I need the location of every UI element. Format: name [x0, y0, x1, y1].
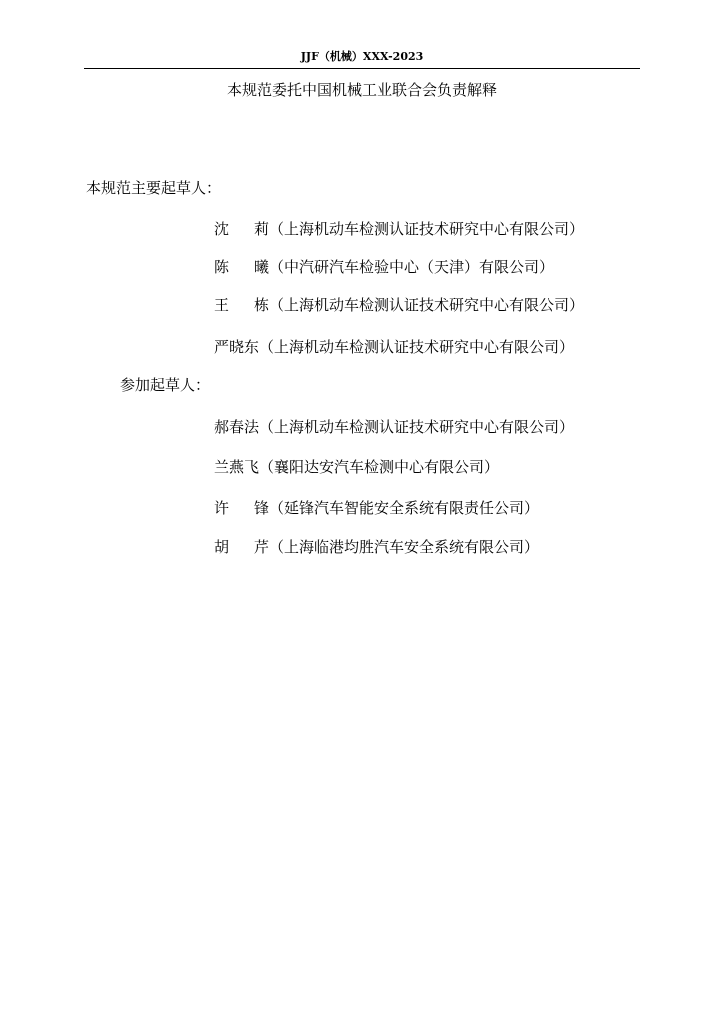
- main-drafters-heading: 本规范主要起草人：: [86, 179, 222, 197]
- drafter-name: 沈 莉: [214, 220, 269, 238]
- drafter-organization: （中汽研汽车检验中心（天津）有限公司）: [269, 258, 555, 276]
- participating-drafter-row: [214, 536, 539, 558]
- drafter-name: 陈 曦: [214, 258, 269, 276]
- participating-drafter-row: [214, 456, 499, 478]
- drafter-name: 严晓东: [214, 338, 260, 356]
- interpretation-statement: 本规范委托中国机械工业联合会负责解释: [226, 81, 497, 99]
- main-drafter-row: [214, 336, 574, 358]
- drafter-name: 胡 芹: [214, 538, 269, 556]
- page-header-code: JJF（机械）XXX-2023: [300, 50, 424, 63]
- drafter-name: 许 锋: [214, 499, 269, 517]
- drafter-name: 兰燕飞: [214, 458, 260, 476]
- drafter-organization: （上海机动车检测认证技术研究中心有限公司）: [259, 338, 575, 356]
- drafter-organization: （上海临港均胜汽车安全系统有限公司）: [269, 538, 540, 556]
- participating-drafters-heading: 参加起草人：: [120, 376, 211, 394]
- main-drafter-row: [214, 218, 584, 240]
- drafter-organization: （上海机动车检测认证技术研究中心有限公司）: [269, 296, 585, 314]
- main-drafter-row: [214, 294, 584, 316]
- drafter-organization: （襄阳达安汽车检测中心有限公司）: [259, 458, 500, 476]
- drafter-name: 王 栋: [214, 296, 269, 314]
- drafter-name: 郝春法: [214, 418, 260, 436]
- drafter-organization: （延锋汽车智能安全系统有限责任公司）: [269, 499, 540, 517]
- header-divider: [84, 68, 640, 69]
- drafter-organization: （上海机动车检测认证技术研究中心有限公司）: [269, 220, 585, 238]
- drafter-organization: （上海机动车检测认证技术研究中心有限公司）: [259, 418, 575, 436]
- participating-drafter-row: [214, 497, 539, 519]
- main-drafter-row: [214, 256, 554, 278]
- participating-drafter-row: [214, 416, 574, 438]
